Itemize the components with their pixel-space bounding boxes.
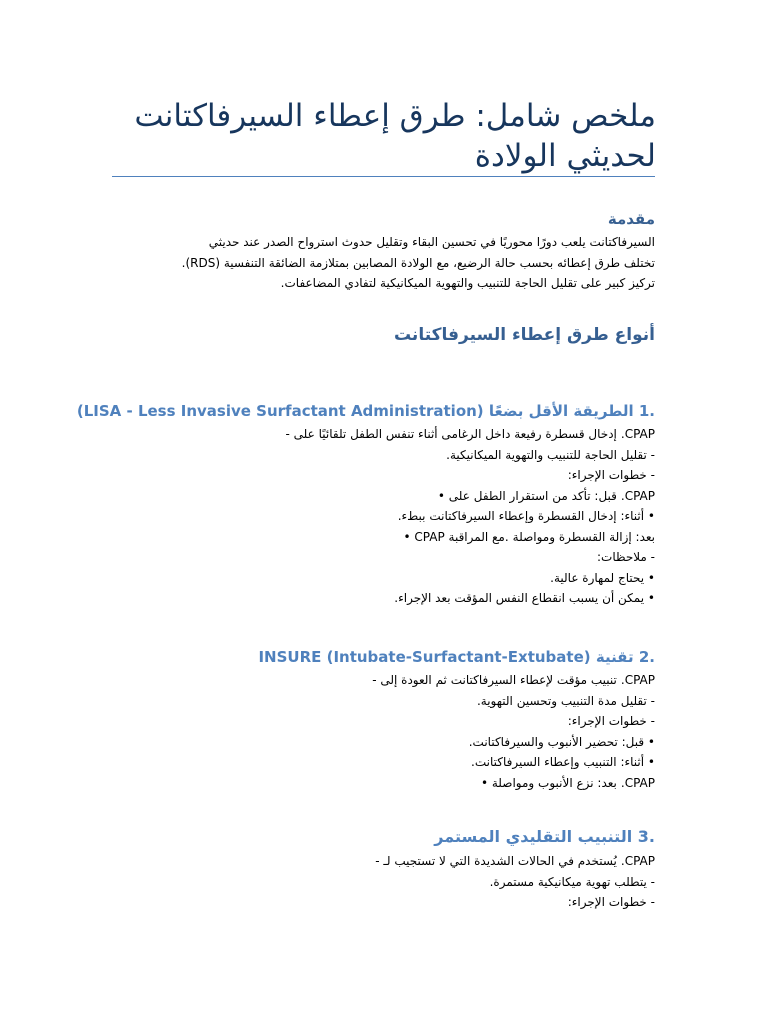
section-3-text: :خطوات الإجراء - (567, 895, 655, 909)
section-1-text: .أثناء: إدخال القسطرة وإعطاء السيرفاكتانت ببطء • (397, 509, 655, 523)
section-3-line (112, 872, 655, 893)
section-2-text: - تنبيب مؤقت لإعطاء السيرفاكتانت ثم العودة إلى (372, 673, 617, 687)
section-2-heading-english: INSURE (Intubate-Surfactant-Extubate) (258, 648, 591, 666)
types-heading: أنواع طرق إعطاء السيرفاكتانت (393, 325, 655, 345)
document-title: ملخص شامل: طرق إعطاء السيرفاكتانت لحديثي الولادة (134, 98, 656, 174)
section-3-body (112, 851, 655, 913)
section-3-heading-arabic: التنبيب التقليدي المستمر (434, 827, 633, 846)
section-1-line (112, 506, 655, 527)
section-2-text: :خطوات الإجراء - (567, 714, 655, 728)
section-1-text: .يمكن أن يسبب انقطاع النفس المؤقت بعد الإجراء • (394, 591, 655, 605)
section-1-line (112, 547, 655, 568)
intro-text: تختلف طرق إعطائه بحسب حالة الرضيع، مع (436, 255, 655, 270)
intro-heading: مقدمة (607, 210, 655, 228)
section-1-text: :ملاحظات - (596, 550, 655, 564)
section-1-text: .CPAP (620, 427, 655, 441)
section-2-heading (258, 646, 655, 668)
section-1-line (112, 568, 655, 589)
section-2-body (112, 670, 655, 793)
section-1-number: 1. (638, 402, 655, 420)
intro-text: السيرفاكتانت يلعب دورًا محوريًا في تحسين البقاء وتقليل حدوث استرواح الصدر عند حديثي (208, 235, 655, 249)
section-1-line (112, 588, 655, 609)
section-1-text: • CPAP مع المراقبة. (403, 529, 509, 544)
section-1-text: - إدخال قسطرة رفيعة داخل الرغامى أثناء تنفس الطفل تلقائيًا على (285, 427, 617, 441)
section-1-heading-arabic: الطريقة الأقل بضعًا (488, 402, 634, 420)
section-2-line (112, 711, 655, 732)
section-2-line (112, 773, 655, 794)
section-2-line (112, 691, 655, 712)
section-3-heading (434, 826, 655, 848)
section-1-line (112, 424, 655, 445)
section-2-text: .أثناء: التنبيب وإعطاء السيرفاكتانت • (471, 755, 655, 769)
section-1-body (112, 424, 655, 609)
section-1-heading (77, 400, 655, 422)
section-1-line (112, 527, 655, 548)
section-1-line (112, 465, 655, 486)
section-1-line (112, 445, 655, 466)
intro-text: .(RDS) الولادة المصابين بمتلازمة الضائقة التنفسية (181, 255, 433, 270)
intro-text: .تركيز كبير على تقليل الحاجة للتنبيب والتهوية الميكانيكية لتفادي المضاعفات (280, 276, 655, 290)
section-3-text: .يتطلب تهوية ميكانيكية مستمرة - (489, 874, 655, 889)
section-3-number: 3. (637, 827, 655, 846)
section-1-text: .يحتاج لمهارة عالية • (550, 570, 655, 585)
section-1-line (112, 486, 655, 507)
section-2-text: .تقليل مدة التنبيب وتحسين التهوية - (476, 693, 655, 708)
section-1-text: • قبل: تأكد من استقرار الطفل على (437, 488, 617, 503)
section-3-text: .CPAP (620, 854, 655, 868)
title-underline (112, 176, 655, 177)
section-2-text: • بعد: نزع الأنبوب ومواصلة (480, 775, 617, 790)
section-2-heading-arabic: تقنية (595, 648, 634, 666)
section-1-text: .تقليل الحاجة للتنبيب والتهوية الميكانيكية - (446, 447, 655, 462)
section-1-text: .CPAP (620, 488, 655, 503)
intro-line (112, 253, 655, 274)
section-2-line (112, 732, 655, 753)
section-3-text: - يُستخدم في الحالات الشديدة التي لا تستجيب لـ (375, 854, 617, 868)
section-2-number: 2. (638, 648, 655, 666)
section-2-line (112, 752, 655, 773)
section-2-text: .CPAP (620, 775, 655, 790)
section-2-text: .قبل: تحضير الأنبوب والسيرفاكتانت • (468, 734, 655, 749)
intro-line (112, 273, 655, 294)
section-3-line (112, 892, 655, 913)
section-1-text: بعد: إزالة القسطرة ومواصلة (512, 529, 655, 544)
section-3-line (112, 851, 655, 872)
intro-line (112, 232, 655, 253)
section-1-text: :خطوات الإجراء - (567, 468, 655, 482)
section-1-heading-english: (LISA - Less Invasive Surfactant Administration) (76, 402, 484, 420)
intro-paragraph (112, 232, 655, 294)
section-2-text: .CPAP (620, 673, 655, 687)
section-2-line (112, 670, 655, 691)
